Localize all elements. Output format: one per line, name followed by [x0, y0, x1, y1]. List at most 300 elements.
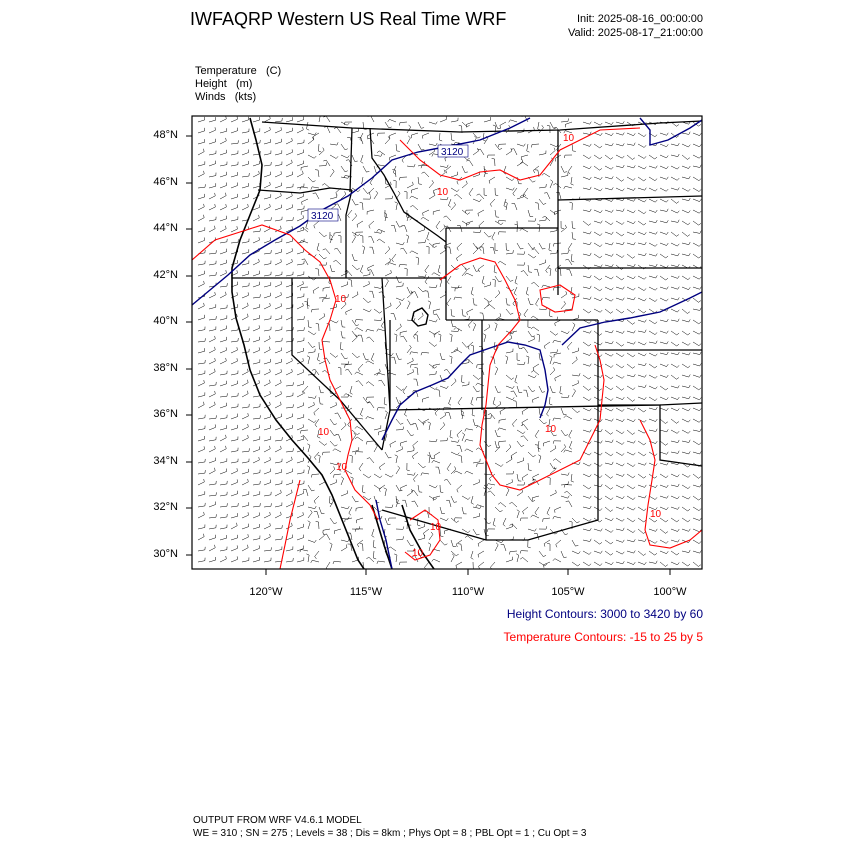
wind-barb — [275, 121, 282, 122]
wind-barb-flag — [667, 408, 669, 410]
wind-barb-flag — [358, 369, 360, 372]
wind-barb-flag — [677, 409, 679, 411]
wind-barb — [506, 397, 512, 400]
wind-barb-flag — [468, 347, 469, 350]
wind-barb — [693, 199, 700, 202]
wind-barb-flag — [645, 188, 647, 191]
wind-barb-flag — [589, 487, 591, 489]
wind-barb — [275, 372, 281, 375]
wind-barb-flag — [622, 255, 624, 257]
wind-barb — [627, 529, 633, 533]
wind-barb-flag — [600, 453, 602, 455]
wind-barb — [649, 265, 656, 267]
wind-barb-flag — [303, 391, 304, 394]
wind-barb — [517, 162, 523, 166]
wind-barb — [275, 515, 281, 518]
wind-barb — [308, 512, 312, 518]
wind-barb-flag — [622, 376, 624, 378]
wind-barb-flag — [454, 194, 457, 196]
wind-barb — [512, 502, 517, 507]
temperature-contour-labels — [318, 133, 662, 559]
wind-barb-flag — [656, 220, 657, 223]
wind-barb — [297, 330, 304, 331]
wind-barb-flag — [247, 314, 248, 317]
wind-barb-flag — [633, 487, 635, 489]
wind-barb-flag — [688, 475, 690, 477]
wind-barb-flag — [471, 404, 474, 406]
wind-barb-flag — [623, 540, 625, 542]
wind-barb-flag — [553, 340, 554, 343]
wind-barb — [264, 483, 271, 485]
wind-barb — [467, 273, 473, 276]
wind-barb — [253, 340, 260, 342]
wind-barb — [682, 331, 688, 335]
wind-barb-flag — [449, 356, 452, 357]
wind-barb-flag — [623, 242, 624, 245]
wind-barb — [286, 460, 292, 463]
wind-barb — [209, 176, 216, 177]
wind-barb-flag — [449, 404, 451, 406]
wind-barb-flag — [687, 235, 689, 237]
wind-barb — [469, 188, 473, 194]
wind-barb — [198, 152, 204, 155]
wind-barb — [330, 544, 332, 551]
wind-barb — [242, 548, 248, 551]
wind-barb-flag — [531, 515, 533, 517]
wind-barb — [440, 415, 446, 419]
wind-barb — [616, 408, 622, 411]
wind-barb-flag — [553, 183, 555, 185]
wind-barb — [359, 463, 363, 469]
wind-barb-flag — [498, 232, 499, 235]
wind-barb-flag — [623, 209, 624, 212]
wind-barb — [413, 205, 418, 210]
wind-barb-flag — [408, 136, 410, 138]
wind-barb-flag — [513, 537, 514, 540]
wind-barb — [616, 298, 623, 300]
wind-barb — [264, 526, 270, 529]
wind-barb — [198, 462, 205, 463]
wind-barb — [275, 130, 281, 133]
wind-barb — [594, 551, 601, 553]
wind-barb — [534, 282, 539, 287]
wind-barb-flag — [436, 122, 438, 125]
wind-barb — [533, 474, 539, 477]
wind-barb — [242, 482, 248, 485]
wind-barb — [569, 269, 572, 276]
wind-barb — [649, 287, 655, 290]
wind-barb — [350, 386, 352, 393]
wind-barb-flag — [344, 191, 346, 194]
wind-barb-flag — [611, 388, 613, 390]
wind-barb-flag — [443, 422, 445, 425]
wind-barb — [461, 456, 462, 463]
wind-barb — [627, 331, 634, 333]
wind-barb-flag — [355, 437, 357, 439]
wind-barb-flag — [632, 433, 634, 435]
wind-barb — [220, 185, 227, 188]
wind-barb — [616, 540, 623, 542]
wind-barb — [605, 408, 611, 411]
wind-barb — [319, 150, 324, 155]
wind-barb — [385, 306, 391, 309]
wind-barb-flag — [623, 474, 625, 476]
wind-barb-flag — [542, 285, 544, 288]
wind-barb — [682, 166, 689, 169]
wind-barb-flag — [527, 151, 530, 152]
wind-barb — [414, 501, 418, 507]
map-title: IWFAQRP Western US Real Time WRF — [190, 9, 507, 29]
wind-barb-flag — [644, 232, 646, 234]
wind-barb-flag — [384, 213, 387, 214]
wind-barb — [671, 551, 677, 555]
wind-barb-flag — [489, 324, 490, 327]
wind-barb — [484, 120, 491, 122]
wind-barb-flag — [610, 477, 612, 479]
wind-barb-flag — [699, 420, 701, 422]
wind-barb — [693, 298, 698, 302]
wind-barb — [627, 309, 633, 313]
wind-barb — [231, 229, 237, 232]
wind-barb — [253, 274, 260, 276]
wind-barb-flag — [357, 356, 360, 358]
wind-barb-flag — [501, 540, 503, 542]
wind-barb-flag — [498, 144, 499, 147]
wind-barb-flag — [214, 369, 215, 372]
wind-barb — [231, 559, 237, 562]
wind-barb — [361, 155, 363, 162]
wind-barb — [682, 408, 688, 411]
wind-barb-flag — [280, 226, 281, 229]
wind-barb — [286, 504, 292, 507]
temperature-contour-label: 10 — [545, 424, 557, 435]
wind-barb — [484, 138, 488, 144]
wind-barb — [660, 496, 667, 498]
wind-barb — [583, 155, 589, 159]
wind-barb — [440, 540, 445, 545]
wind-barb — [594, 287, 600, 291]
wind-barb-flag — [678, 451, 679, 454]
wind-barb — [479, 562, 484, 566]
wind-barb — [466, 429, 473, 430]
wind-barb-flag — [568, 118, 569, 121]
wind-barb-flag — [556, 545, 557, 548]
wind-barb — [352, 435, 356, 441]
wind-barb — [264, 253, 271, 254]
wind-barb-flag — [236, 523, 237, 526]
wind-barb-flag — [358, 234, 360, 236]
wind-barb — [544, 540, 550, 544]
wind-barb — [418, 419, 423, 424]
wind-barb-flag — [622, 519, 624, 521]
wind-barb — [458, 397, 462, 403]
wind-barb — [319, 254, 324, 259]
wind-barb-flag — [589, 377, 591, 379]
wind-barb — [616, 364, 622, 368]
wind-barb-flag — [445, 412, 446, 415]
wind-barb-flag — [623, 397, 625, 399]
wind-barb — [605, 221, 611, 225]
wind-barb-flag — [699, 344, 701, 346]
wind-barb — [275, 275, 282, 276]
wind-barb-flag — [569, 448, 571, 450]
wind-barb — [449, 500, 451, 507]
wind-barb-flag — [410, 251, 412, 253]
wind-barb — [594, 166, 600, 170]
wind-barb-flag — [362, 492, 365, 493]
wind-barb-flag — [633, 508, 635, 510]
wind-barb-flag — [436, 143, 437, 146]
wind-barb — [451, 309, 452, 316]
wind-barb-flag — [623, 121, 625, 124]
wind-barb — [483, 247, 484, 254]
wind-barb-flag — [590, 496, 592, 498]
wind-barb — [490, 491, 495, 496]
wind-barb — [389, 263, 396, 265]
wind-barb — [407, 287, 410, 293]
wind-barb — [231, 341, 238, 342]
wind-barb — [539, 154, 546, 155]
wind-barb — [554, 418, 561, 419]
wind-barb — [682, 210, 688, 213]
wind-barb-flag — [324, 313, 325, 316]
wind-barb-flag — [499, 281, 502, 282]
wind-barb — [297, 515, 303, 518]
wind-barb-flag — [452, 140, 455, 141]
wind-barb-flag — [438, 272, 441, 274]
wind-barb — [198, 264, 205, 265]
wind-barb-flag — [404, 191, 407, 192]
wind-barb — [416, 423, 418, 430]
wind-barb-flag — [533, 477, 534, 480]
wind-barb-flag — [315, 506, 316, 509]
wind-barb — [524, 188, 528, 194]
wind-barb — [220, 461, 227, 463]
wind-barb-flag — [204, 204, 205, 207]
wind-barb-flag — [688, 211, 690, 213]
lon-label-100w: 100°W — [653, 586, 687, 598]
wind-barb-flag — [259, 215, 260, 218]
wind-barb-flag — [270, 402, 271, 405]
wind-barb-flag — [634, 232, 636, 234]
temperature-contour-label: 10 — [412, 548, 424, 559]
wind-barb-flag — [471, 294, 474, 296]
wind-barb — [379, 463, 385, 467]
wind-barb-flag — [438, 334, 441, 335]
wind-barb-flag — [513, 188, 515, 191]
wind-barb-flag — [291, 490, 292, 493]
wind-barb — [682, 320, 689, 322]
wind-barb — [209, 461, 216, 463]
wind-barb-flag — [644, 156, 646, 158]
wind-barb — [605, 562, 611, 565]
wind-barb — [341, 540, 348, 542]
wind-barb-flag — [435, 387, 437, 389]
wind-barb — [616, 188, 622, 191]
wind-barb — [209, 196, 215, 199]
wind-barb — [286, 417, 293, 419]
wind-barb-flag — [505, 356, 508, 358]
wind-barb-flag — [292, 457, 293, 460]
wind-barb-flag — [522, 159, 523, 162]
wind-barb-flag — [568, 172, 570, 174]
wind-barb — [583, 463, 589, 466]
wind-barb-flag — [522, 412, 523, 415]
wind-barb — [547, 507, 550, 513]
wind-barb — [594, 210, 600, 213]
wind-barb-flag — [590, 122, 592, 125]
wind-barb — [318, 144, 319, 151]
wind-barb-flag — [515, 224, 518, 225]
wind-barb — [693, 452, 700, 454]
wind-barb-flag — [521, 347, 524, 348]
wind-barb-flag — [322, 452, 323, 455]
wind-barb — [504, 544, 506, 551]
wind-barb — [638, 342, 644, 345]
wind-barb — [649, 232, 656, 234]
wind-barb-flag — [633, 256, 635, 258]
wind-barb — [363, 275, 370, 276]
wind-barb — [671, 243, 677, 246]
wind-barb — [242, 286, 249, 287]
wind-barb — [660, 221, 667, 223]
wind-barb — [253, 328, 259, 331]
wind-barb — [693, 342, 699, 346]
wind-barb — [363, 188, 367, 193]
wind-barb — [429, 302, 431, 309]
wind-barb-flag — [281, 490, 282, 493]
wind-barb — [286, 407, 293, 408]
wind-barb-flag — [666, 388, 668, 390]
wind-barb — [605, 353, 611, 356]
wind-barb — [594, 133, 601, 135]
wind-barb-flag — [360, 271, 362, 273]
wind-barb — [561, 474, 568, 475]
wind-barb — [517, 144, 524, 146]
wind-barb — [423, 529, 429, 533]
wind-barb-flag — [577, 521, 580, 523]
wind-barb-flag — [458, 403, 460, 405]
wind-barb — [297, 274, 304, 276]
wind-barb-flag — [645, 320, 647, 323]
wind-barb — [671, 265, 678, 267]
wind-barb-flag — [330, 543, 333, 545]
wind-barb — [572, 383, 578, 386]
wind-barb-flag — [471, 503, 474, 505]
wind-barb — [220, 242, 227, 243]
wind-barb-flag — [346, 160, 349, 161]
wind-barb — [494, 265, 495, 272]
wind-barb — [198, 330, 205, 331]
wind-barb — [352, 131, 359, 133]
wind-barb-flag — [536, 304, 538, 306]
wind-barb-flag — [689, 396, 690, 399]
wind-barb-flag — [281, 391, 282, 394]
wind-barb — [469, 160, 473, 166]
wind-barb — [367, 417, 374, 419]
wind-barb-flag — [634, 331, 636, 334]
wind-barb — [693, 254, 699, 258]
wind-barb — [417, 335, 418, 342]
wind-barb — [471, 397, 473, 404]
wind-barb — [506, 357, 508, 364]
wind-barb — [418, 122, 421, 128]
wind-barb-flag — [645, 253, 646, 256]
temperature-contour-label: 10 — [563, 133, 575, 144]
wind-barb — [555, 559, 561, 562]
wind-barb — [468, 342, 473, 347]
wind-barb-flag — [678, 276, 680, 278]
wind-barb — [264, 394, 270, 397]
wind-barb-flag — [700, 199, 702, 201]
lon-label-115w: 115°W — [349, 586, 383, 598]
wind-barb — [242, 372, 248, 375]
wind-barb — [693, 441, 699, 445]
wind-barb — [528, 254, 534, 258]
wind-barb-flag — [318, 114, 321, 115]
wind-barb — [286, 141, 292, 144]
wind-barb — [451, 188, 457, 192]
wind-barb — [682, 309, 687, 313]
wind-barb — [346, 394, 352, 397]
wind-barb — [660, 166, 666, 169]
wind-barb-flag — [322, 370, 325, 372]
wind-barb-flag — [456, 565, 457, 568]
wind-barb — [638, 364, 645, 366]
wind-barb — [297, 427, 303, 430]
wind-barb — [638, 309, 644, 313]
wind-barb-flag — [612, 462, 613, 465]
wind-barb-flag — [446, 518, 448, 520]
wind-barb — [341, 478, 344, 485]
wind-barb — [198, 218, 204, 221]
wind-barb — [368, 265, 374, 268]
wind-barb — [605, 386, 611, 390]
wind-barb — [319, 361, 325, 364]
wind-barb-flag — [667, 364, 669, 366]
wind-barb — [198, 306, 204, 309]
wind-barb — [510, 120, 517, 122]
wind-barb-flag — [454, 328, 456, 330]
wind-barb-flag — [644, 420, 646, 422]
wind-barb-flag — [357, 268, 360, 270]
wind-barb — [495, 463, 501, 466]
wind-barb — [363, 474, 369, 478]
wind-barb-flag — [303, 127, 304, 130]
wind-barb — [423, 133, 429, 136]
wind-barb-flag — [644, 288, 646, 290]
wind-barb — [385, 139, 390, 144]
wind-barb — [352, 199, 355, 205]
wind-barb — [526, 287, 528, 294]
wind-barb — [638, 254, 645, 256]
wind-barb — [326, 358, 330, 364]
wind-barb — [660, 485, 667, 487]
wind-barb-flag — [270, 512, 271, 515]
wind-barb — [198, 197, 205, 199]
wind-barb — [264, 515, 270, 518]
wind-barb — [286, 549, 293, 551]
wind-barb-flag — [465, 439, 466, 442]
wind-barb-flag — [215, 545, 216, 548]
wind-barb — [308, 331, 314, 335]
wind-barb-flag — [350, 393, 353, 395]
wind-barb — [605, 232, 612, 234]
wind-barb-flag — [444, 216, 447, 217]
wind-barb — [495, 369, 498, 375]
wind-barb — [534, 371, 539, 375]
wind-barb-flag — [349, 455, 352, 456]
